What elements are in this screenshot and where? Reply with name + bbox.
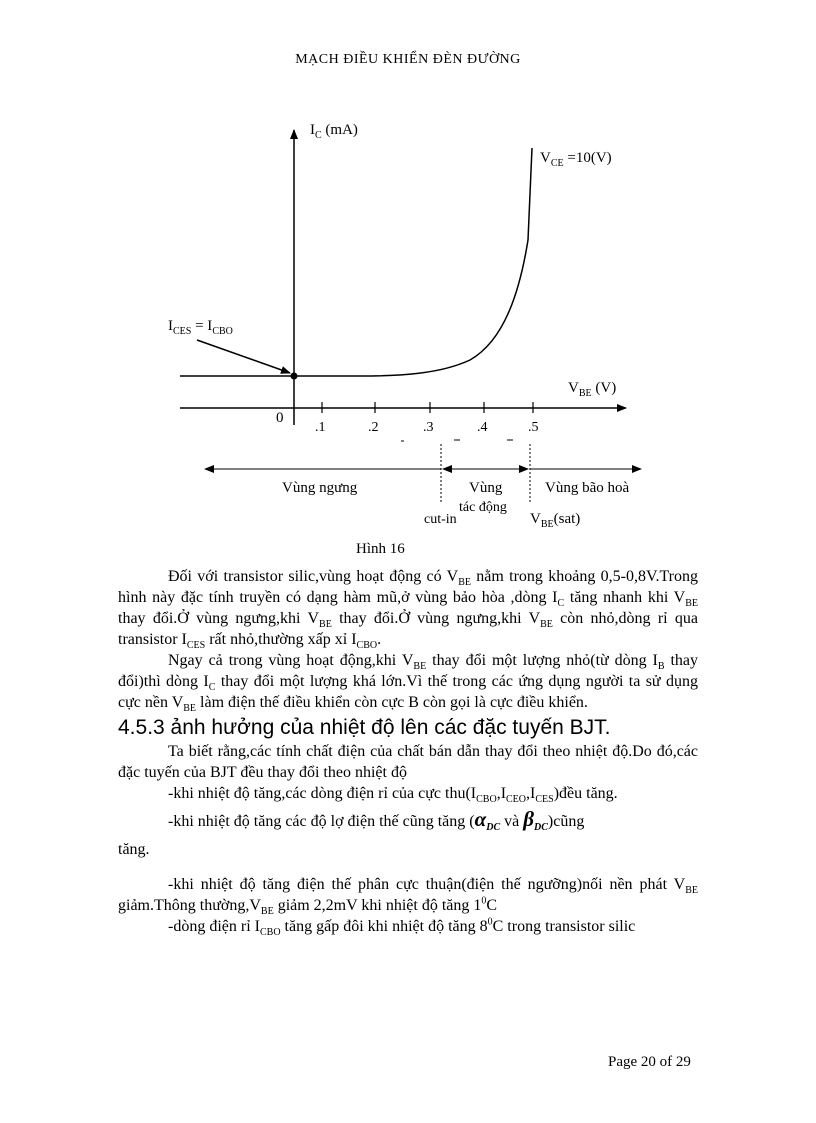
tick-label: .2 [368, 420, 379, 435]
bullet-vbe: -khi nhiệt độ tăng điện thế phân cực thuận(điện thế ngưỡng)nối nền phát $V_{BE}$ giảm.Thông $thường,V_{BE}$ giảm 2,2mV khi nhiệt độ tăng $1^0C$ [118, 876, 698, 918]
ices-pointer [197, 340, 290, 373]
page-header: MẠCH ĐIỀU KHIỂN ĐÈN ĐƯỜNG [295, 52, 521, 67]
bullet-icbo: -dòng điện rỉ $I_{CBO}$ tăng gấp đôi khi nhiệt độ tăng $8^0C$ trong transistor silic [168, 916, 636, 939]
transfer-curve [294, 148, 532, 376]
ices-label: $I_{CES} = I_{CBO}$ [168, 318, 233, 337]
section-heading: 4.5.3 ảnh hưởng của nhiệt độ lên các đặc tuyến BJT. [118, 716, 611, 739]
tick-label: .1 [315, 420, 326, 435]
sub-tick-marks [401, 440, 513, 441]
x-axis-label: $V_{BE}$ (V) [568, 380, 617, 399]
region-sat-label: Vùng bão hoà [545, 480, 630, 496]
bullet-gain-cont: tăng. [118, 841, 150, 858]
body-text [118, 566, 698, 937]
paragraph-3: Ta biết rằng,các tính chất điện của chất bán dẫn thay đổi theo nhiệt độ.Do đó,các đặc tuyến của BJT đều thay đổi theo nhiệt độ [118, 743, 698, 781]
icbo-point [291, 373, 298, 380]
page-number: Page 20 of 29 [608, 1054, 691, 1070]
region-active-label-2: tác động [459, 500, 507, 515]
transfer-characteristic-figure [0, 0, 816, 540]
vbesat-label: $V_{BE}(sat)$ [530, 511, 581, 530]
tick-label: .5 [528, 420, 539, 435]
tick-label: .4 [477, 420, 488, 435]
y-axis-label: $I_C$ (mA) [310, 122, 358, 141]
bullet-leakage: -khi nhiệt độ tăng,các dòng điện rỉ của cực $thu(I_{CBO},I_{CEO},I_{CES})đều$ tăng. [168, 785, 618, 806]
tick-label: .3 [423, 420, 434, 435]
paragraph-2: Ngay cả trong vùng hoạt động,khi $V_{BE}$ thay đổi một lượng nhỏ(từ dòng $I_B$ thay đổi)thì dòng $I_C$ thay đổi một lượng khá lớn.Vì thế trong các ứng dụng người ta sử dụng cực nền $V_{BE}$ làm điện thế điều khiển còn cực B còn gọi là cực điều khiển. [118, 652, 699, 715]
figure-caption: Hình 16 [356, 541, 405, 557]
bullet-gain: -khi nhiệt độ tăng các độ lợ điện thế cũng tăng ($\alpha_{DC}$ và $\beta_{DC})cũng$ [168, 807, 585, 834]
paragraph-1: Đối với transistor silic,vùng hoạt động có $V_{BE}$ nằm trong khoảng 0,5-0,8V.Trong hình này đặc tính truyền có dạng hàm mũ,ở vùng bảo hòa ,dòng $I_C$ tăng nhanh khi $V_{BE}$ thay đổi.Ở vùng ngưng,khi $V_{BE}$ thay đổi.Ở vùng ngưng,khi $V_{BE}$ còn nhỏ,dòng rỉ qua transistor $I_{CES}$ rất nhỏ,thường xấp xỉ $I_{CBO}$. [118, 568, 699, 652]
cutin-label: cut-in [424, 512, 457, 527]
origin-label: 0 [276, 410, 284, 426]
region-active-label: Vùng [469, 480, 503, 496]
curve-label: $V_{CE} =10(V)$ [540, 150, 612, 169]
region-cutoff-label: Vùng ngưng [282, 480, 358, 496]
